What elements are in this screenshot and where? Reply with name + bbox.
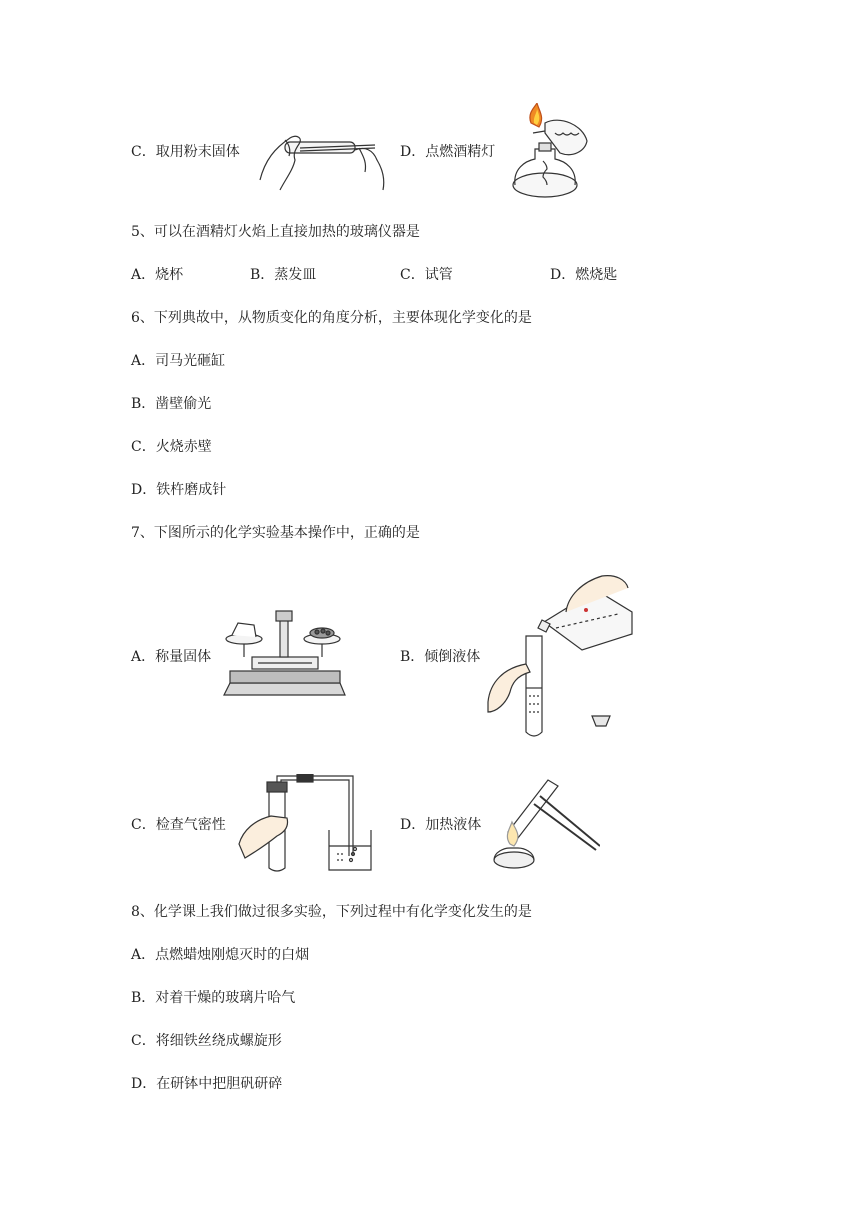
q7-stem: 7、下图所示的化学实验基本操作中，正确的是 (131, 525, 420, 541)
q5-option-c: C．试管 (400, 267, 453, 283)
lighting-alcohol-lamp-figure (505, 103, 595, 201)
q8-option-b: B．对着干燥的玻璃片哈气 (131, 990, 296, 1006)
q8-option-c: C．将细铁丝绕成螺旋形 (131, 1033, 282, 1049)
q6-option-c: C．火烧赤壁 (131, 439, 212, 455)
powder-sampling-figure (255, 120, 390, 192)
q4-option-c: C．取用粉末固体 (131, 144, 240, 160)
q6-option-b: B．凿壁偷光 (131, 396, 212, 412)
q5-option-a: A．烧杯 (131, 267, 184, 283)
q6-stem: 6、下列典故中，从物质变化的角度分析，主要体现化学变化的是 (131, 310, 532, 326)
q5-option-d: D．燃烧匙 (550, 267, 618, 283)
pouring-liquid-figure (486, 572, 636, 740)
q8-stem: 8、化学课上我们做过很多实验，下列过程中有化学变化发生的是 (131, 904, 532, 920)
q7-option-b: B．倾倒液体 (400, 649, 481, 665)
balance-scale-figure (222, 605, 347, 701)
airtightness-check-figure (237, 774, 377, 874)
q6-option-a: A．司马光砸缸 (131, 353, 226, 369)
q7-option-d: D．加热液体 (400, 817, 482, 833)
q8-option-d: D．在研钵中把胆矾研碎 (131, 1076, 283, 1092)
q7-option-a: A．称量固体 (131, 649, 212, 665)
q8-option-a: A．点燃蜡烛刚熄灭时的白烟 (131, 947, 310, 963)
q5-stem: 5、可以在酒精灯火焰上直接加热的玻璃仪器是 (131, 224, 420, 240)
q6-option-d: D．铁杵磨成针 (131, 482, 227, 498)
heating-liquid-figure (488, 776, 600, 870)
q4-option-d: D．点燃酒精灯 (400, 144, 496, 160)
q7-option-c: C．检查气密性 (131, 817, 226, 833)
q5-option-b: B．蒸发皿 (250, 267, 317, 283)
